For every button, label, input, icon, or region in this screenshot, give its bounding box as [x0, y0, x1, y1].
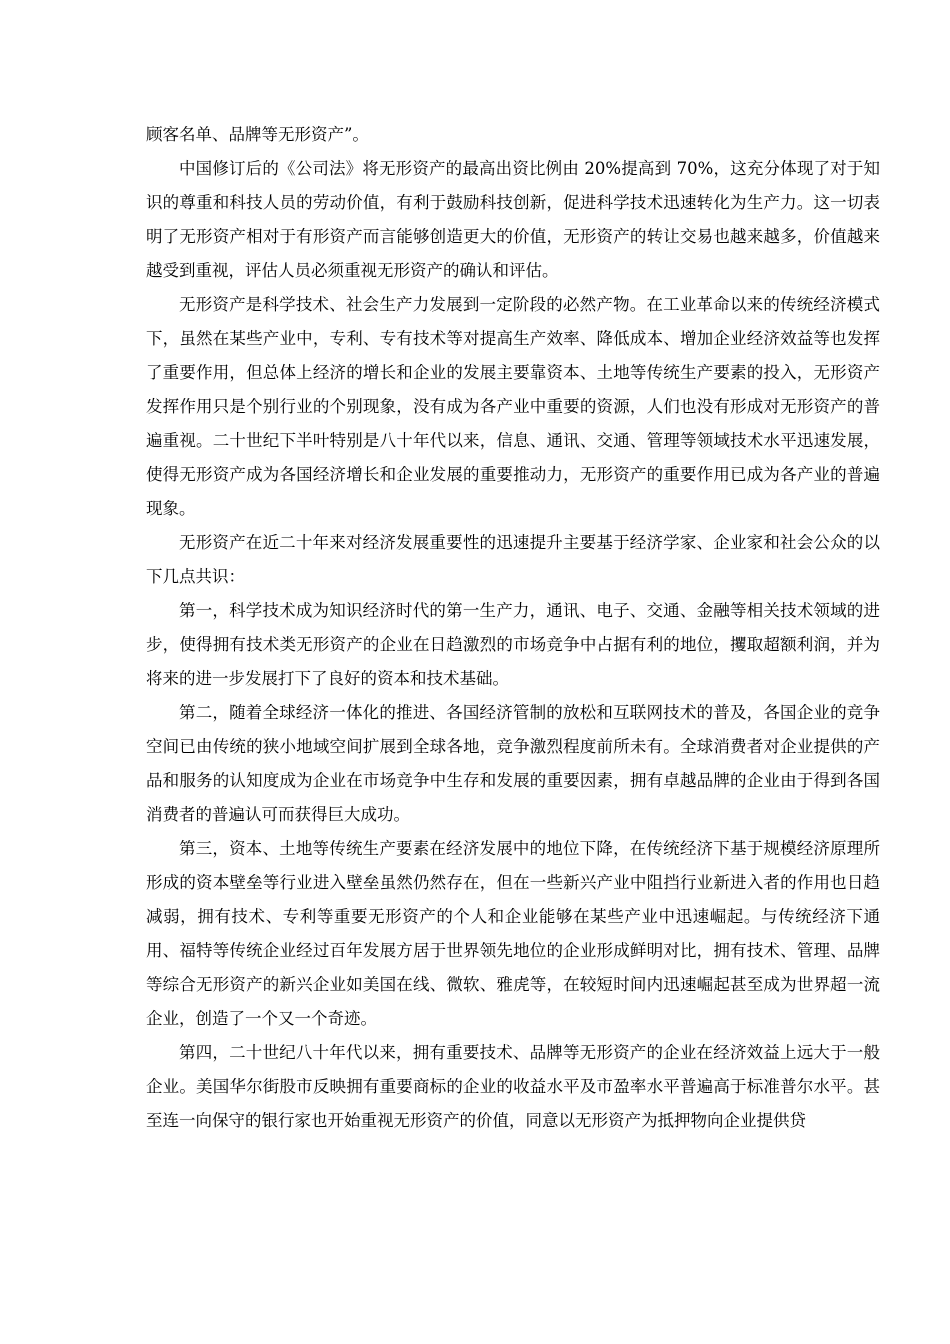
paragraph-company-law: 中国修订后的《公司法》将无形资产的最高出资比例由 20%提高到 70%，这充分体现了对于知识的尊重和科技人员的劳动价值，有利于鼓励科技创新，促进科学技术迅速转化为生产力。这一切表明了无形资产相对于有形资产而言能够创造更大的价值，无形资产的转让交易也越来越多，价值越来越受到重视，评估人员必须重视无形资产的确认和评估。 [146, 159, 880, 280]
paragraph-point-two: 第二，随着全球经济一体化的推进、各国经济管制的放松和互联网技术的普及，各国企业的竞争空间已由传统的狭小地域空间扩展到全球各地，竞争激烈程度前所未有。全球消费者对企业提供的产品和服务的认知度成为企业在市场竞争中生存和发展的重要因素，拥有卓越品牌的企业由于得到各国消费者的普遍认可而获得巨大成功。 [146, 703, 880, 824]
paragraph-continuation: 顾客名单、品牌等无形资产”。 [146, 125, 369, 144]
paragraph-consensus-intro: 无形资产在近二十年来对经济发展重要性的迅速提升主要基于经济学家、企业家和社会公众的以下几点共识： [146, 533, 880, 586]
paragraph-intangible-origin: 无形资产是科学技术、社会生产力发展到一定阶段的必然产物。在工业革命以来的传统经济模式下，虽然在某些产业中，专利、专有技术等对提高生产效率、降低成本、增加企业经济效益等也发挥了重要作用，但总体上经济的增长和企业的发展主要靠资本、土地等传统生产要素的投入，无形资产发挥作用只是个别行业的个别现象，没有成为各产业中重要的资源，人们也没有形成对无形资产的普遍重视。二十世纪下半叶特别是八十年代以来，信息、通讯、交通、管理等领域技术水平迅速发展，使得无形资产成为各国经济增长和企业发展的重要推动力，无形资产的重要作用已成为各产业的普遍现象。 [146, 295, 880, 518]
paragraph-point-one: 第一，科学技术成为知识经济时代的第一生产力，通讯、电子、交通、金融等相关技术领域的进步，使得拥有技术类无形资产的企业在日趋激烈的市场竞争中占据有利的地位，攫取超额利润，并为将来的进一步发展打下了良好的资本和技术基础。 [146, 601, 880, 688]
document-page [146, 118, 880, 1138]
paragraph-point-four: 第四，二十世纪八十年代以来，拥有重要技术、品牌等无形资产的企业在经济效益上远大于一般企业。美国华尔街股市反映拥有重要商标的企业的收益水平及市盈率水平普遍高于标准普尔水平。甚至连一向保守的银行家也开始重视无形资产的价值，同意以无形资产为抵押物向企业提供贷 [146, 1043, 880, 1130]
paragraph-point-three: 第三，资本、土地等传统生产要素在经济发展中的地位下降，在传统经济下基于规模经济原理所形成的资本壁垒等行业进入壁垒虽然仍然存在，但在一些新兴产业中阻挡行业新进入者的作用也日趋减弱，拥有技术、专利等重要无形资产的个人和企业能够在某些产业中迅速崛起。与传统经济下通用、福特等传统企业经过百年发展方居于世界领先地位的企业形成鲜明对比，拥有技术、管理、品牌等综合无形资产的新兴企业如美国在线、微软、雅虎等，在较短时间内迅速崛起甚至成为世界超一流企业，创造了一个又一个奇迹。 [146, 839, 880, 1028]
